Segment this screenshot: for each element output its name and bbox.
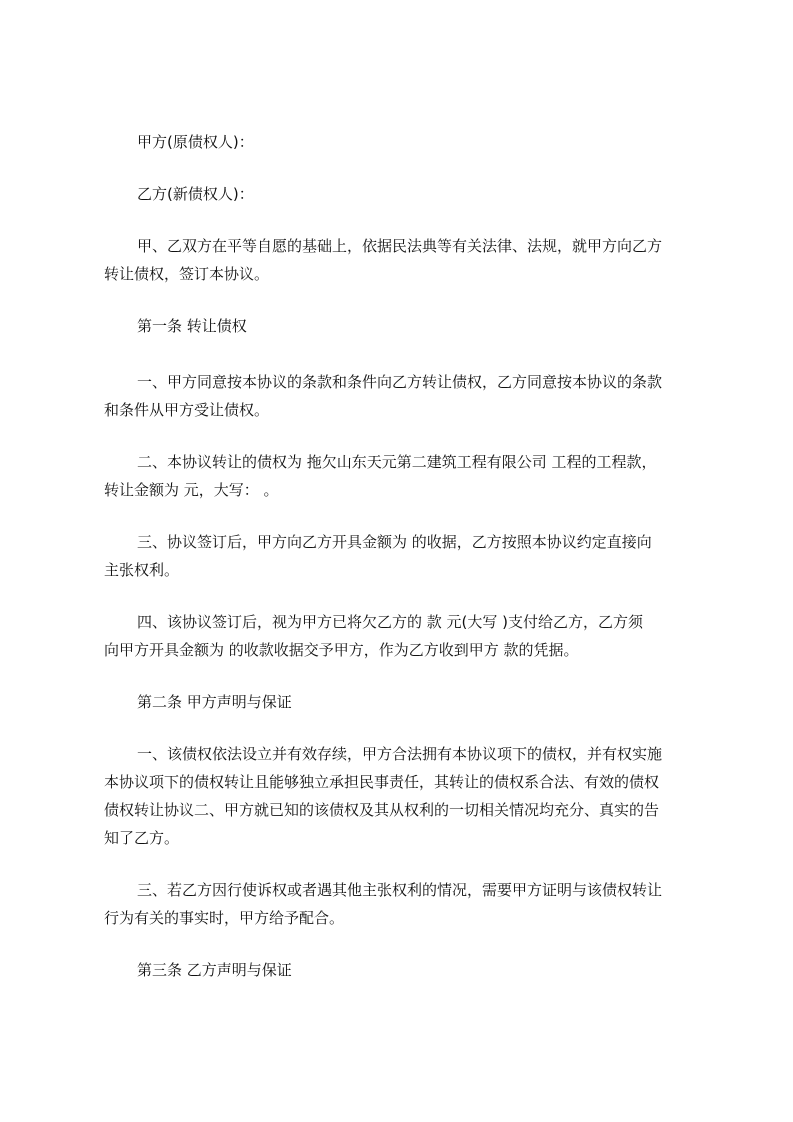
article-3-title: 第三条 乙方声明与保证 bbox=[137, 961, 292, 979]
article-2-clause-1-line-3: 债权转让协议二、甲方就已知的该债权及其从权利的一切相关情况均充分、真实的告 bbox=[104, 801, 660, 819]
article-1-clause-3-line-2: 主张权利。 bbox=[104, 561, 180, 579]
article-2-clause-3-line-2: 行为有关的事实时，甲方给予配合。 bbox=[104, 909, 345, 927]
article-1-clause-1-line-1: 一、甲方同意按本协议的条款和条件向乙方转让债权，乙方同意按本协议的条款 bbox=[137, 373, 663, 391]
article-1-clause-4-line-2: 向甲方开具金额为 的收款收据交予甲方，作为乙方收到甲方 款的凭据。 bbox=[104, 641, 579, 659]
article-1-clause-2-line-1: 二、本协议转让的债权为 拖欠山东天元第二建筑工程有限公司 工程的工程款， bbox=[137, 453, 657, 471]
article-1-clause-2-line-2: 转让金额为 元，大写： 。 bbox=[104, 481, 279, 499]
article-1-clause-3-line-1: 三、协议签订后，甲方向乙方开具金额为 的收据，乙方按照本协议约定直接向 bbox=[137, 533, 652, 551]
article-1-title: 第一条 转让债权 bbox=[137, 317, 247, 335]
intro-line-2: 转让债权，签订本协议。 bbox=[104, 265, 270, 283]
article-2-clause-1-line-2: 本协议项下的债权转让且能够独立承担民事责任，其转让的债权系合法、有效的债权 bbox=[104, 773, 660, 791]
intro-line-1: 甲、乙双方在平等自愿的基础上，依据民法典等有关法律、法规，就甲方向乙方 bbox=[137, 237, 663, 255]
article-1-clause-1-line-2: 和条件从甲方受让债权。 bbox=[104, 401, 270, 419]
article-2-title: 第二条 甲方声明与保证 bbox=[137, 693, 292, 711]
article-1-clause-4-line-1: 四、该协议签订后，视为甲方已将欠乙方的 款 元(大写 )支付给乙方，乙方须 bbox=[137, 613, 644, 631]
article-2-clause-3-line-1: 三、若乙方因行使诉权或者遇其他主张权利的情况，需要甲方证明与该债权转让 bbox=[137, 881, 663, 899]
article-2-clause-1-line-1: 一、该债权依法设立并有效存续，甲方合法拥有本协议项下的债权，并有权实施 bbox=[137, 745, 663, 763]
party-b-line: 乙方(新债权人)： bbox=[137, 185, 254, 203]
article-2-clause-1-line-4: 知了乙方。 bbox=[104, 829, 180, 847]
party-a-line: 甲方(原债权人)： bbox=[137, 133, 254, 151]
